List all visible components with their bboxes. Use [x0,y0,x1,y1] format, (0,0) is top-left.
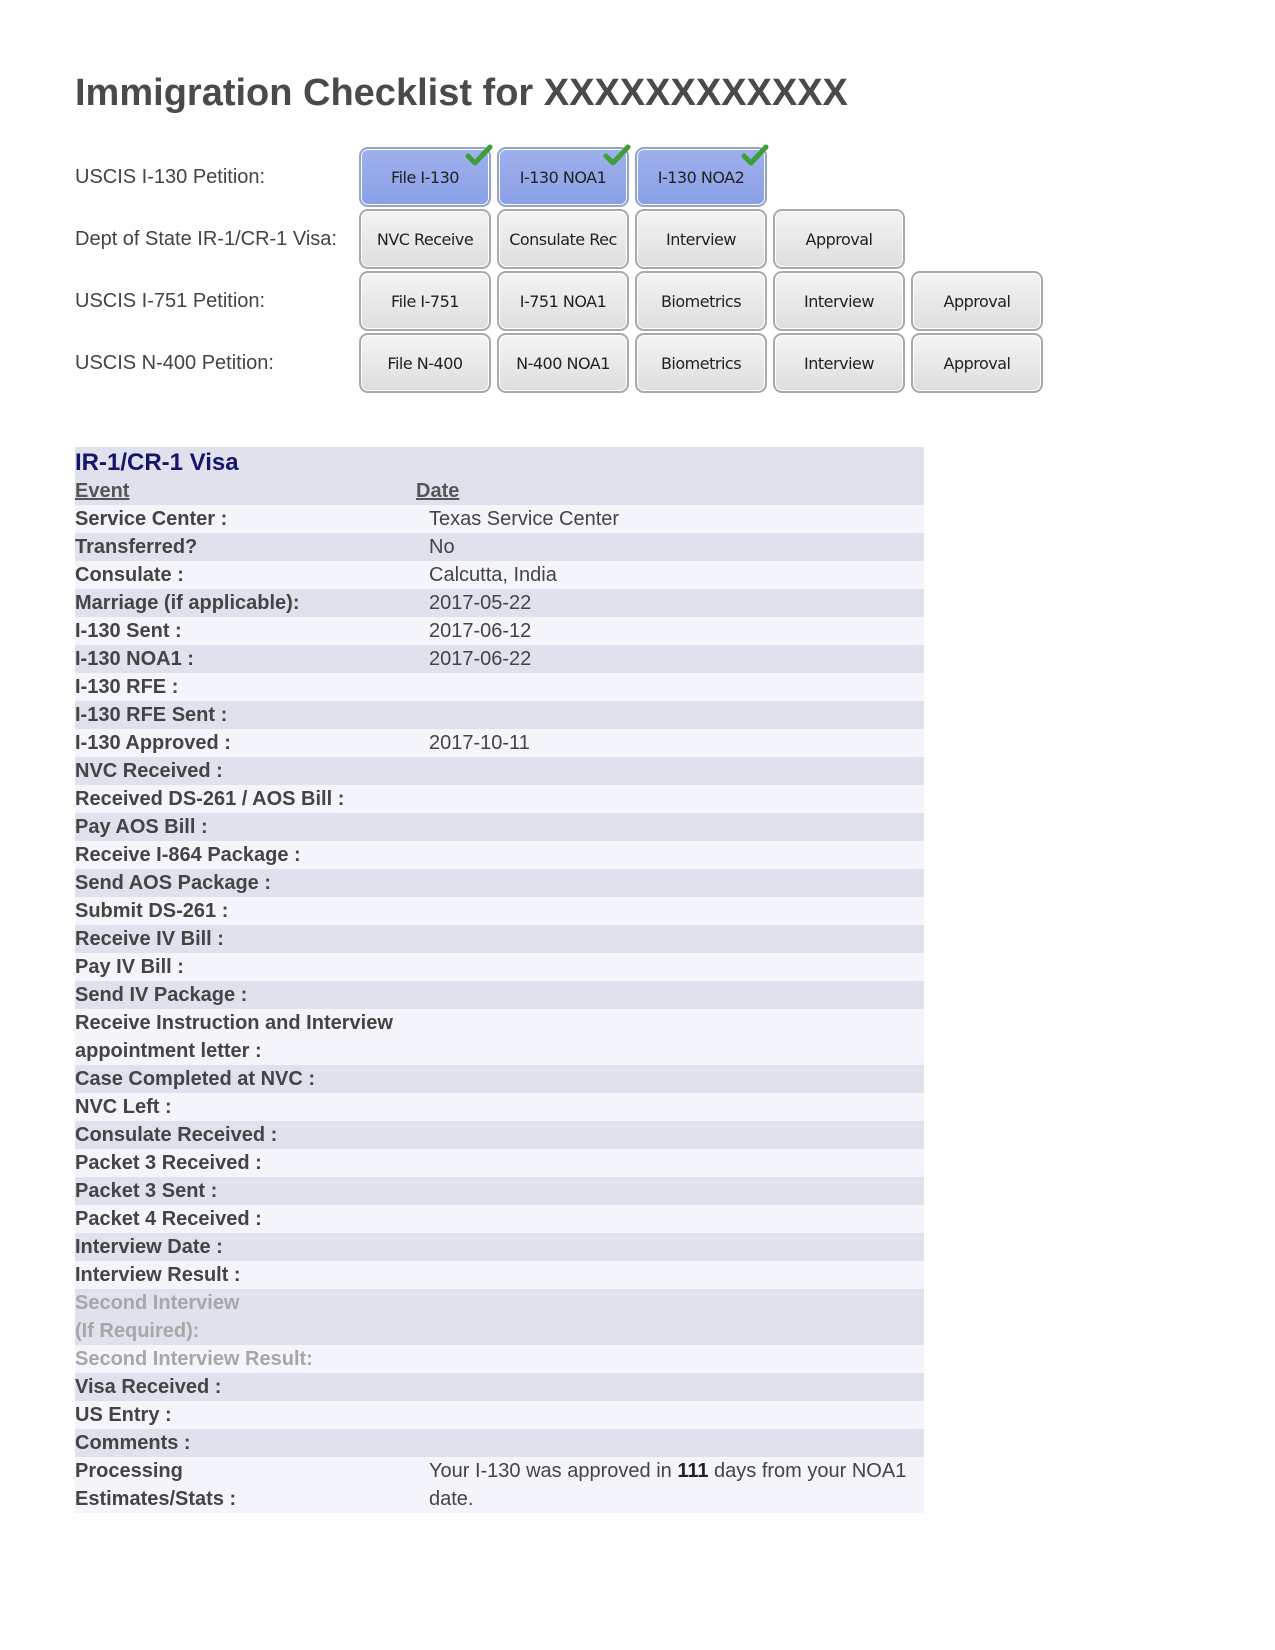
date-cell: Texas Service Center [429,508,620,530]
date-cell [429,1065,924,1093]
table-row [75,701,924,729]
date-cell [429,757,924,785]
event-cell: Consulate Received : [75,1124,278,1146]
table-row [75,1009,924,1065]
date-cell [429,841,924,869]
date-cell [429,925,924,953]
table-row [75,1373,924,1401]
table-row [75,841,924,869]
event-line: Receive Instruction and Interview [75,1012,393,1034]
date-cell: 2017-05-22 [429,592,532,614]
event-cell: Submit DS-261 : [75,900,229,922]
table-row [75,757,924,785]
step-i-751-noa1-button[interactable] [497,271,629,331]
date-cell [429,785,924,813]
table-row [75,981,924,1009]
stats-days: 111 [677,1460,709,1482]
date-cell [429,673,924,701]
event-cell: I-130 Approved : [75,732,231,754]
table-body [75,505,924,1513]
checkmark-icon [741,143,769,167]
date-cell [429,1373,924,1401]
event-cell: Second Interview Result: [75,1348,313,1370]
column-header-event: Event [75,480,130,502]
event-line: Estimates/Stats : [75,1488,237,1510]
step-i-130-noa2-button[interactable] [635,147,767,207]
step-file-i-751-button[interactable] [359,271,491,331]
table-row [75,1121,924,1149]
date-cell [429,1457,924,1513]
event-cell: Received DS-261 / AOS Bill : [75,788,345,810]
step-label: Interview [804,353,874,373]
step-label: File N-400 [387,353,463,373]
date-cell [429,981,924,1009]
table-row [75,897,924,925]
table-row [75,869,924,897]
date-cell: 2017-10-11 [429,732,530,754]
table-row [75,1457,924,1513]
table-row [75,673,924,701]
date-cell [429,1429,924,1457]
step-approval-button[interactable] [911,271,1043,331]
table-row [75,1205,924,1233]
step-interview-button[interactable] [635,209,767,269]
table-row [75,1429,924,1457]
event-cell: Interview Result : [75,1264,241,1286]
table-row [75,561,924,589]
event-cell: Service Center : [75,508,228,530]
stats-line: date. [429,1488,474,1510]
progress-row-label: USCIS N-400 Petition: [75,352,274,374]
progress-steps [359,333,1043,393]
step-label: I-751 NOA1 [519,291,607,311]
step-label: Interview [666,229,736,249]
event-line: (If Required): [75,1320,200,1342]
event-cell: Case Completed at NVC : [75,1068,316,1090]
stats-text: days from your NOA1 [708,1460,907,1482]
event-cell: Packet 3 Sent : [75,1180,218,1202]
table-row [75,1149,924,1177]
table-row [75,617,924,645]
event-cell: Receive IV Bill : [75,928,224,950]
progress-steps [359,209,905,269]
step-file-i-130-button[interactable] [359,147,491,207]
step-label: N-400 NOA1 [516,353,610,373]
event-line: Second Interview [75,1292,240,1314]
stats-line [429,1457,924,1485]
event-cell: NVC Received : [75,760,223,782]
event-cell: Packet 3 Received : [75,1152,262,1174]
step-n-400-noa1-button[interactable] [497,333,629,393]
progress-steps [359,271,1043,331]
date-cell [429,1093,924,1121]
progress-row-label: USCIS I-751 Petition: [75,290,266,312]
date-cell [429,1261,924,1289]
table-row [75,533,924,561]
date-cell [429,1345,924,1373]
step-label: Interview [804,291,874,311]
table-row [75,1093,924,1121]
table-row [75,505,924,533]
step-consulate-rec-button[interactable] [497,209,629,269]
date-cell [429,1121,924,1149]
table-row [75,953,924,981]
step-nvc-receive-button[interactable] [359,209,491,269]
date-cell: Calcutta, India [429,564,557,586]
event-cell: Packet 4 Received : [75,1208,262,1230]
event-cell [75,1457,429,1513]
table-row [75,1401,924,1429]
step-label: File I-751 [391,291,459,311]
event-cell: Transferred? [75,536,198,558]
date-cell [429,1149,924,1177]
date-cell: 2017-06-12 [429,620,532,642]
step-file-n-400-button[interactable] [359,333,491,393]
date-cell [429,1401,924,1429]
step-i-130-noa1-button[interactable] [497,147,629,207]
page-title: Immigration Checklist for XXXXXXXXXXXX [75,72,848,114]
table-row [75,1289,924,1345]
event-cell: I-130 Sent : [75,620,182,642]
table-row [75,729,924,757]
date-cell [429,953,924,981]
date-cell [429,1205,924,1233]
checkmark-icon [465,143,493,167]
step-approval-button[interactable] [773,209,905,269]
event-cell: Pay AOS Bill : [75,816,208,838]
event-line: Processing [75,1460,183,1482]
event-cell: US Entry : [75,1404,172,1426]
table-row [75,1345,924,1373]
event-cell: Consulate : [75,564,184,586]
step-biometrics-button[interactable] [635,271,767,331]
event-cell: Marriage (if applicable): [75,592,300,614]
step-biometrics-button[interactable] [635,333,767,393]
event-cell: Receive I-864 Package : [75,844,301,866]
date-cell [429,897,924,925]
event-cell: Interview Date : [75,1236,223,1258]
table-row [75,1065,924,1093]
date-cell [429,1289,924,1345]
progress-row-label: Dept of State IR-1/CR-1 Visa: [75,228,337,250]
step-label: Consulate Rec [509,229,617,249]
event-cell [75,1289,429,1345]
progress-row-label: USCIS I-130 Petition: [75,166,266,188]
visa-timeline-table [75,447,924,1513]
step-label: Approval [943,353,1011,373]
step-label: Approval [943,291,1011,311]
event-cell: Visa Received : [75,1376,222,1398]
table-row [75,1261,924,1289]
event-cell: Send IV Package : [75,984,248,1006]
step-interview-button[interactable] [773,271,905,331]
table-heading: IR-1/CR-1 Visa [75,447,924,477]
date-cell: 2017-06-22 [429,648,532,670]
step-label: Approval [805,229,873,249]
event-cell [75,1009,429,1065]
event-cell: I-130 RFE Sent : [75,704,228,726]
event-cell: Comments : [75,1432,191,1454]
date-cell [429,701,924,729]
event-cell: Send AOS Package : [75,872,271,894]
column-header-date: Date [416,480,460,502]
date-cell [429,1009,924,1065]
step-interview-button[interactable] [773,333,905,393]
date-cell [429,1233,924,1261]
table-column-headers [75,477,924,505]
event-cell: Pay IV Bill : [75,956,184,978]
date-cell [429,1177,924,1205]
table-row [75,813,924,841]
table-row [75,1233,924,1261]
table-row [75,645,924,673]
table-row [75,925,924,953]
progress-steps [359,147,767,207]
checkmark-icon [603,143,631,167]
event-cell: NVC Left : [75,1096,172,1118]
event-cell: I-130 RFE : [75,676,179,698]
date-cell: No [429,536,455,558]
step-approval-button[interactable] [911,333,1043,393]
step-label: I-130 NOA2 [657,167,745,187]
date-cell [429,869,924,897]
step-label: Biometrics [660,291,742,311]
date-cell [429,813,924,841]
step-label: File I-130 [391,167,459,187]
stats-text: Your I-130 was approved in [429,1460,678,1482]
step-label: NVC Receive [376,229,474,249]
step-label: I-130 NOA1 [519,167,607,187]
event-cell: I-130 NOA1 : [75,648,194,670]
step-label: Biometrics [660,353,742,373]
table-row [75,785,924,813]
table-row [75,589,924,617]
event-line: appointment letter : [75,1040,262,1062]
table-row [75,1177,924,1205]
